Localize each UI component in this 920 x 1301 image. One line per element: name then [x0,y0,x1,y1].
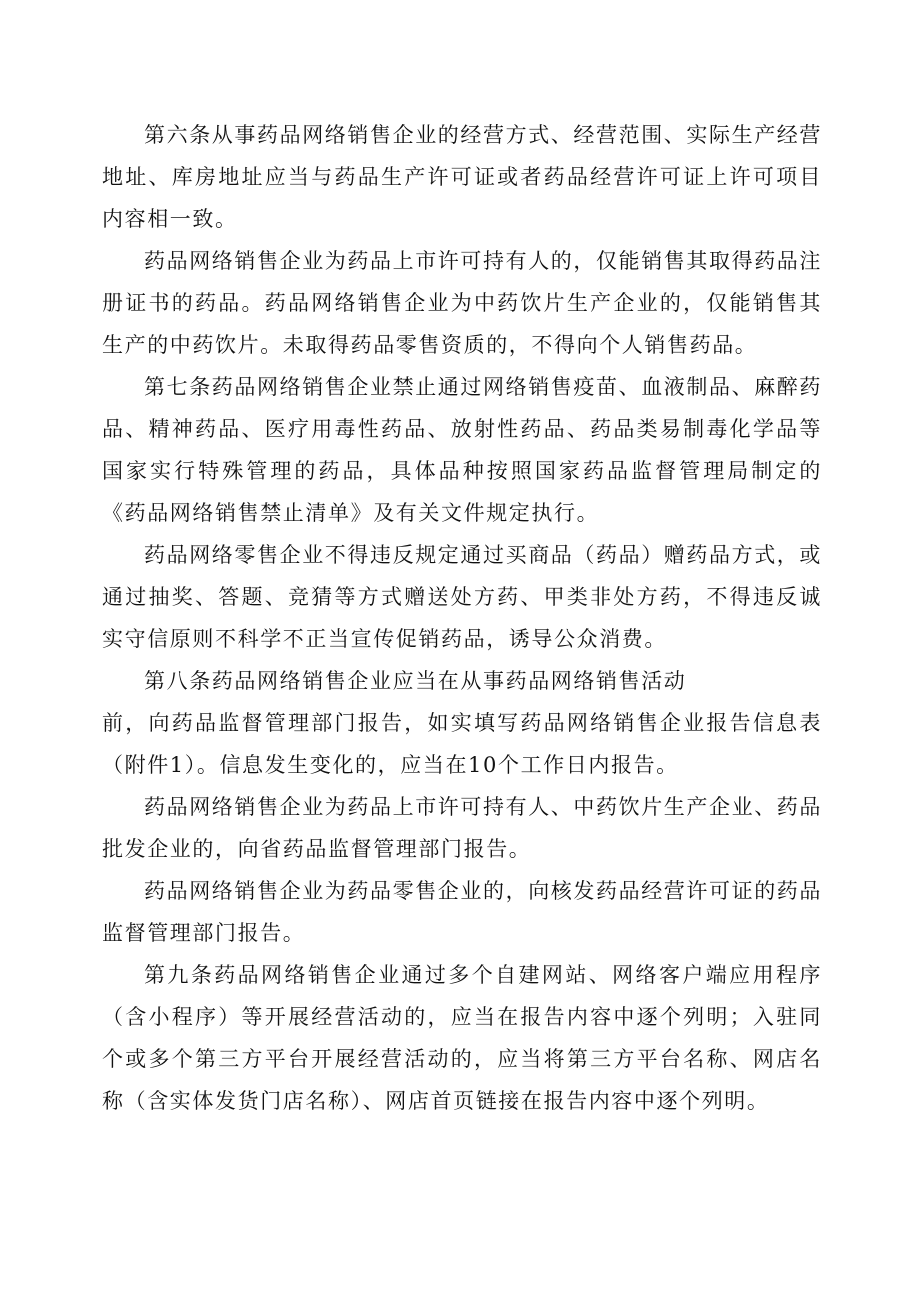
article-8-paragraph-start: 第八条药品网络销售企业应当在从事药品网络销售活动 [144,669,687,693]
article-7-retail-paragraph: 药品网络零售企业不得违反规定通过买商品（药品）赠药品方式，或通过抽奖、答题、竞猜等方式赠送处方药、甲类非处方药，不得违反诚实守信原则不科学不正当宣传促销药品，诱导公众消费。 [102,543,822,651]
article-9-paragraph: 第九条药品网络销售企业通过多个自建网站、网络客户端应用程序（含小程序）等开展经营活动的，应当在报告内容中逐个列明；入驻同个或多个第三方平台开展经营活动的，应当将第三方平台名称、网店名称（含实体发货门店名称）、网店首页链接在报告内容中逐个列明。 [102,963,822,1113]
document-body [102,114,822,1122]
article-8-retail-paragraph: 药品网络销售企业为药品零售企业的，向核发药品经营许可证的药品监督管理部门报告。 [102,879,822,945]
article-8-provincial-paragraph: 药品网络销售企业为药品上市许可持有人、中药饮片生产企业、药品批发企业的，向省药品监督管理部门报告。 [102,795,822,861]
article-6-holder-paragraph: 药品网络销售企业为药品上市许可持有人的，仅能销售其取得药品注册证书的药品。药品网络销售企业为中药饮片生产企业的，仅能销售其生产的中药饮片。未取得药品零售资质的，不得向个人销售药品。 [102,249,822,357]
article-6-paragraph: 第六条从事药品网络销售企业的经营方式、经营范围、实际生产经营地址、库房地址应当与药品生产许可证或者药品经营许可证上许可项目内容相一致。 [102,123,822,231]
article-8-paragraph-continued: 前，向药品监督管理部门报告，如实填写药品网络销售企业报告信息表（附件1）。信息发生变化的，应当在10个工作日内报告。 [102,711,822,777]
article-7-paragraph: 第七条药品网络销售企业禁止通过网络销售疫苗、血液制品、麻醉药品、精神药品、医疗用毒性药品、放射性药品、药品类易制毒化学品等国家实行特殊管理的药品，具体品种按照国家药品监督管理局制定的《药品网络销售禁止清单》及有关文件规定执行。 [102,375,822,525]
